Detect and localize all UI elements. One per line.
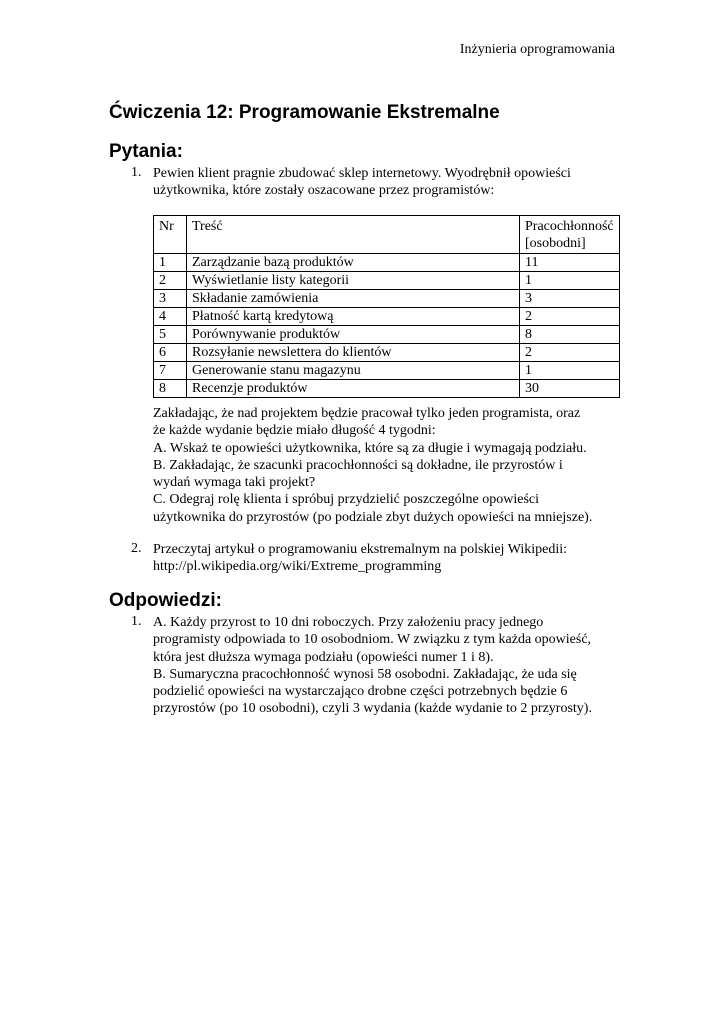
text-line: która jest dłuższa wymaga podziału (opowieści numer 1 i 8). xyxy=(153,649,494,665)
table-row xyxy=(154,362,620,380)
header-effort-line1: Pracochłonność xyxy=(525,219,614,234)
text-line: Przeczytaj artykuł o programowaniu ekstremalnym na polskiej Wikipedii: xyxy=(153,542,568,557)
cell-tresc: Recenzje produktów xyxy=(187,380,520,398)
text-line: wydań wymaga taki projekt? xyxy=(153,475,316,491)
text-line: A. Wskaż te opowieści użytkownika, które są za długie i wymagają podziału. xyxy=(153,440,587,456)
table-row xyxy=(154,380,620,398)
cell-effort: 8 xyxy=(520,326,620,344)
running-header: Inżynieria oprogramowania xyxy=(459,42,615,57)
cell-tresc: Płatność kartą kredytową xyxy=(187,308,520,326)
table-row xyxy=(154,308,620,326)
text-line: Pewien klient pragnie zbudować sklep internetowy. Wyodrębnił opowieści xyxy=(153,166,571,181)
cell-nr: 2 xyxy=(154,272,187,290)
header-nr: Nr xyxy=(154,216,187,254)
cell-nr: 5 xyxy=(154,326,187,344)
table-row xyxy=(154,290,620,308)
cell-nr: 4 xyxy=(154,308,187,326)
user-stories-table xyxy=(153,215,620,398)
text-line: programisty odpowiada to 10 osobodniom. W związku z tym każda opowieść, xyxy=(153,632,592,648)
cell-tresc: Wyświetlanie listy kategorii xyxy=(187,272,520,290)
table-row xyxy=(154,344,620,362)
table-header-row xyxy=(154,216,620,254)
text-line: A. Każdy przyrost to 10 dni roboczych. Przy założeniu pracy jednego xyxy=(153,615,544,630)
table-row xyxy=(154,272,620,290)
cell-tresc: Porównywanie produktów xyxy=(187,326,520,344)
cell-effort: 30 xyxy=(520,380,620,398)
question-2-text xyxy=(153,541,623,576)
page-title: Ćwiczenia 12: Programowanie Ekstremalne xyxy=(109,102,500,123)
cell-tresc: Zarządzanie bazą produktów xyxy=(187,254,520,272)
question-2-number: 2. xyxy=(131,541,142,556)
question-1-number: 1. xyxy=(131,165,142,180)
cell-effort: 3 xyxy=(520,290,620,308)
questions-heading: Pytania: xyxy=(109,141,183,162)
table-row xyxy=(154,254,620,272)
answers-heading: Odpowiedzi: xyxy=(109,590,222,611)
cell-nr: 1 xyxy=(154,254,187,272)
text-line: Zakładając, że nad projektem będzie pracował tylko jeden programista, oraz xyxy=(153,406,581,421)
question-1-intro xyxy=(153,165,623,200)
text-line: C. Odegraj rolę klienta i spróbuj przydzielić poszczególne opowieści xyxy=(153,492,540,508)
answer-1-number: 1. xyxy=(131,614,142,629)
cell-nr: 8 xyxy=(154,380,187,398)
answer-1-text xyxy=(153,614,623,718)
cell-tresc: Generowanie stanu magazynu xyxy=(187,362,520,380)
question-1-tasks xyxy=(153,405,623,526)
header-tresc: Treść xyxy=(187,216,520,254)
cell-tresc: Składanie zamówienia xyxy=(187,290,520,308)
text-line: użytkownika do przyrostów (po podziale zbyt dużych opowieści na mniejsze). xyxy=(153,509,593,525)
text-line: podzielić opowieści na wystarczająco drobne części potrzebnych będzie 6 xyxy=(153,684,568,700)
text-line: użytkownika, które zostały oszacowane przez programistów: xyxy=(153,183,495,199)
cell-nr: 6 xyxy=(154,344,187,362)
text-line: http://pl.wikipedia.org/wiki/Extreme_programming xyxy=(153,559,442,575)
text-line: B. Zakładając, że szacunki pracochłonności są dokładne, ile przyrostów i xyxy=(153,457,563,473)
header-effort-line2: [osobodni] xyxy=(525,236,586,251)
header-effort xyxy=(520,216,620,254)
table-row xyxy=(154,326,620,344)
cell-effort: 11 xyxy=(520,254,620,272)
cell-effort: 2 xyxy=(520,344,620,362)
cell-nr: 3 xyxy=(154,290,187,308)
cell-nr: 7 xyxy=(154,362,187,380)
cell-tresc: Rozsyłanie newslettera do klientów xyxy=(187,344,520,362)
text-line: przyrostów (po 10 osobodni), czyli 3 wydania (każde wydanie to 2 przyrosty). xyxy=(153,701,592,717)
cell-effort: 1 xyxy=(520,272,620,290)
cell-effort: 2 xyxy=(520,308,620,326)
text-line: B. Sumaryczna pracochłonność wynosi 58 osobodni. Zakładając, że uda się xyxy=(153,666,577,682)
cell-effort: 1 xyxy=(520,362,620,380)
text-line: że każde wydanie będzie miało długość 4 tygodni: xyxy=(153,423,436,439)
